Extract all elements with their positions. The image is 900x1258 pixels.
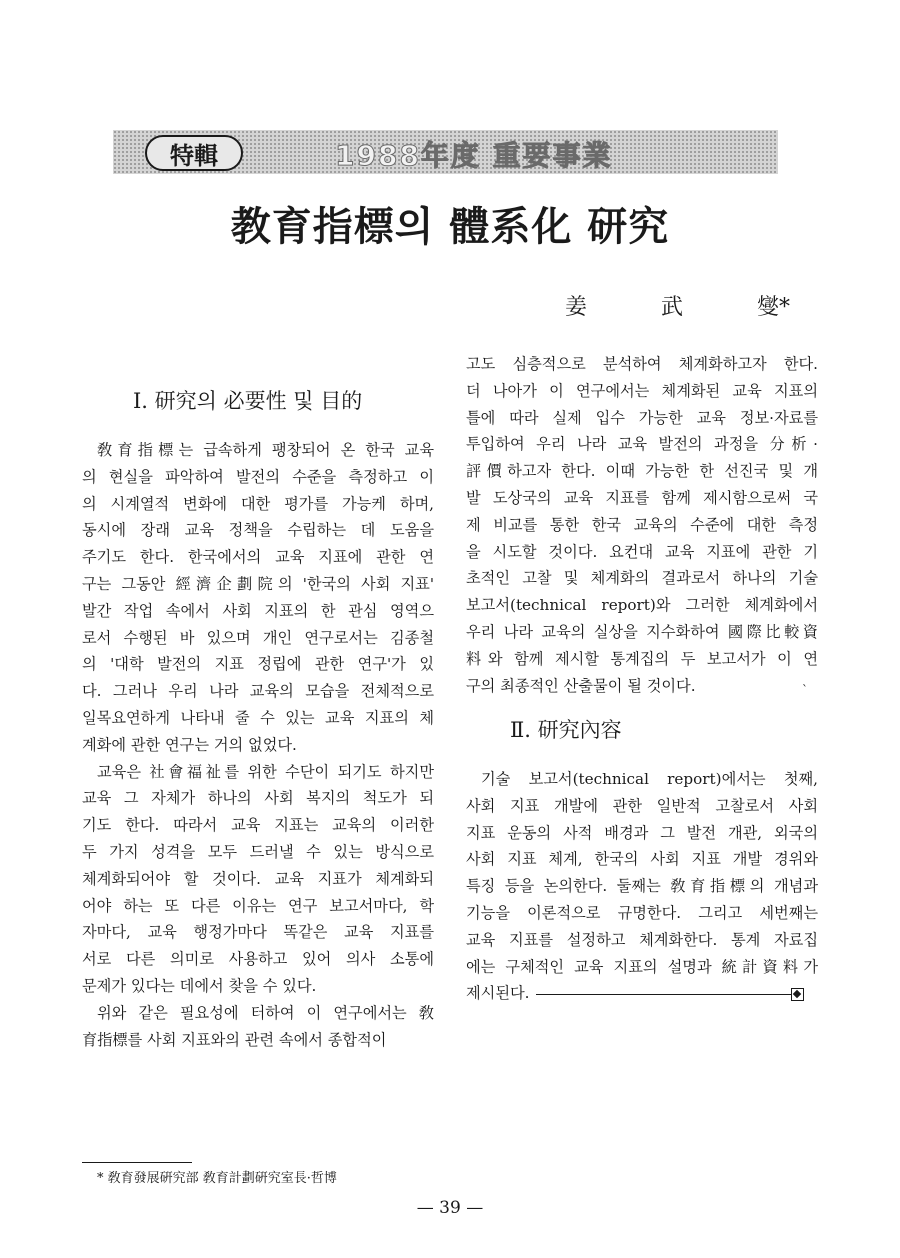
text-line: 더 나아가 이 연구에서는 체계화된 교육 지표의: [466, 381, 818, 400]
text-line: 위와 같은 필요성에 터하여 이 연구에서는 敎: [97, 1003, 434, 1022]
text-line: 우리 나라 교육의 실상을 지수화하여 國際比較資: [466, 622, 818, 641]
author-char: 武: [660, 295, 683, 320]
text-line: 구의 최종적인 산출물이 될 것이다.: [466, 676, 696, 695]
text-line: 다. 그러나 우리 나라 교육의 모습을 전체적으로: [82, 682, 434, 701]
text-line: 의 시계열적 변화에 대한 평가를 가능케 하며,: [82, 494, 434, 513]
end-rule: [536, 994, 791, 995]
text-line: 발 도상국의 교육 지표를 함께 제시함으로써 국: [466, 488, 818, 507]
text-line: 특징 등을 논의한다. 둘째는 敎育指標의 개념과: [466, 877, 818, 896]
text-line: 투입하여 우리 나라 교육 발전의 과정을 分析·: [466, 435, 818, 454]
text-line: 제 비교를 통한 한국 교육의 수준에 대한 측정: [466, 515, 818, 534]
right-column-bottom-text: [466, 766, 818, 1007]
text-line: 체계화되어야 할 것이다. 교육 지표가 체계화되: [82, 869, 434, 888]
text-line: 사회 지표 체계, 한국의 사회 지표 개발 경위와: [466, 850, 818, 869]
text-line: 제시된다.: [466, 980, 818, 1007]
text-line: 로서 수행된 바 있으며 개인 연구로서는 김종철: [82, 628, 434, 647]
text-line: 문제가 있다는 데에서 찾을 수 있다.: [82, 976, 317, 995]
end-of-article-icon: [791, 988, 804, 1001]
text-line: 구는 그동안 經濟企劃院의 '한국의 사회 지표': [82, 574, 434, 593]
text-line: 評價하고자 한다. 이때 가능한 한 선진국 및 개: [466, 462, 818, 481]
author-char: 姜: [565, 295, 588, 320]
section-heading-1: Ⅰ. 研究의 必要性 및 目的: [133, 389, 363, 413]
text-line: 자마다, 교육 행정가마다 똑같은 교육 지표를: [82, 923, 434, 942]
text-line: 동시에 장래 교육 정책을 수립하는 데 도움을: [82, 521, 434, 540]
text-line: 料와 함께 제시할 통계집의 두 보고서가 이 연: [466, 649, 818, 668]
section-heading-2: Ⅱ. 研究內容: [510, 718, 622, 742]
text-line: 育指標를 사회 지표와의 관련 속에서 종합적이: [82, 1030, 387, 1049]
right-column-top-text: [466, 351, 818, 699]
text-line: 사회 지표 개발에 관한 일반적 고찰로서 사회: [466, 796, 818, 815]
special-feature-badge: 特輯: [145, 135, 243, 171]
text-line: 서로 다른 의미로 사용하고 있어 의사 소통에: [82, 950, 434, 969]
text-line: 의 현실을 파악하여 발전의 수준을 측정하고 이: [82, 467, 434, 486]
text-line: 敎育指標는 급속하게 팽창되어 온 한국 교육: [97, 441, 434, 459]
author-char: 燮*: [756, 295, 790, 320]
page-number: — 39 —: [416, 1198, 484, 1218]
left-column-text: [82, 437, 434, 1053]
text-line: 에는 구체적인 교육 지표의 설명과 統計資料가: [466, 957, 818, 976]
text-line: 기도 한다. 따라서 교육 지표는 교육의 이러한: [82, 816, 434, 835]
text-line: 주기도 한다. 한국에서의 교육 지표에 관한 연: [82, 548, 434, 567]
text-line: 을 시도할 것이다. 요컨대 교육 지표에 관한 기: [466, 542, 818, 561]
text-line: 교육 그 자체가 하나의 사회 복지의 척도가 되: [82, 789, 434, 808]
banner-caption: 1988年度 重要事業: [335, 139, 613, 172]
author-name: [565, 290, 790, 321]
text-line: 교육 지표를 설정하고 체계화한다. 통계 자료집: [466, 930, 818, 949]
text-line: 교육은 社會福祉를 위한 수단이 되기도 하지만: [97, 762, 434, 781]
article-title: 教育指標의 體系化 研究: [230, 203, 670, 250]
text-line: 기능을 이론적으로 규명한다. 그리고 세번째는: [466, 903, 818, 922]
text-line: 두 가지 성격을 모두 드러낼 수 있는 방식으로: [82, 842, 434, 861]
stray-mark: ˋ: [802, 683, 808, 697]
text-line: 어야 하는 또 다른 이유는 연구 보고서마다, 학: [82, 896, 434, 915]
footnote: * 敎育發展硏究部 敎育計劃硏究室長·哲博: [97, 1171, 337, 1186]
text-line: 초적인 고찰 및 체계화의 결과로서 하나의 기술: [466, 569, 818, 588]
text-line: 기술 보고서(technical report)에서는 첫째,: [481, 770, 818, 788]
text-line: 계화에 관한 연구는 거의 없었다.: [82, 735, 297, 754]
text-line: 발간 작업 속에서 사회 지표의 한 관심 영역으: [82, 601, 434, 620]
text-line: 보고서(technical report)와 그러한 체계화에서: [466, 596, 818, 615]
text-line: 틀에 따라 실제 입수 가능한 교육 정보·자료를: [466, 408, 818, 427]
text-line: 고도 심층적으로 분석하여 체계화하고자 한다.: [466, 355, 818, 373]
text-line: 일목요연하게 나타내 줄 수 있는 교육 지표의 체: [82, 708, 434, 727]
footnote-rule: [82, 1162, 192, 1163]
text-line: 의 '대학 발전의 지표 정립에 관한 연구'가 있: [82, 655, 434, 674]
text-line: 지표 운동의 사적 배경과 그 발전 개관, 외국의: [466, 823, 818, 842]
